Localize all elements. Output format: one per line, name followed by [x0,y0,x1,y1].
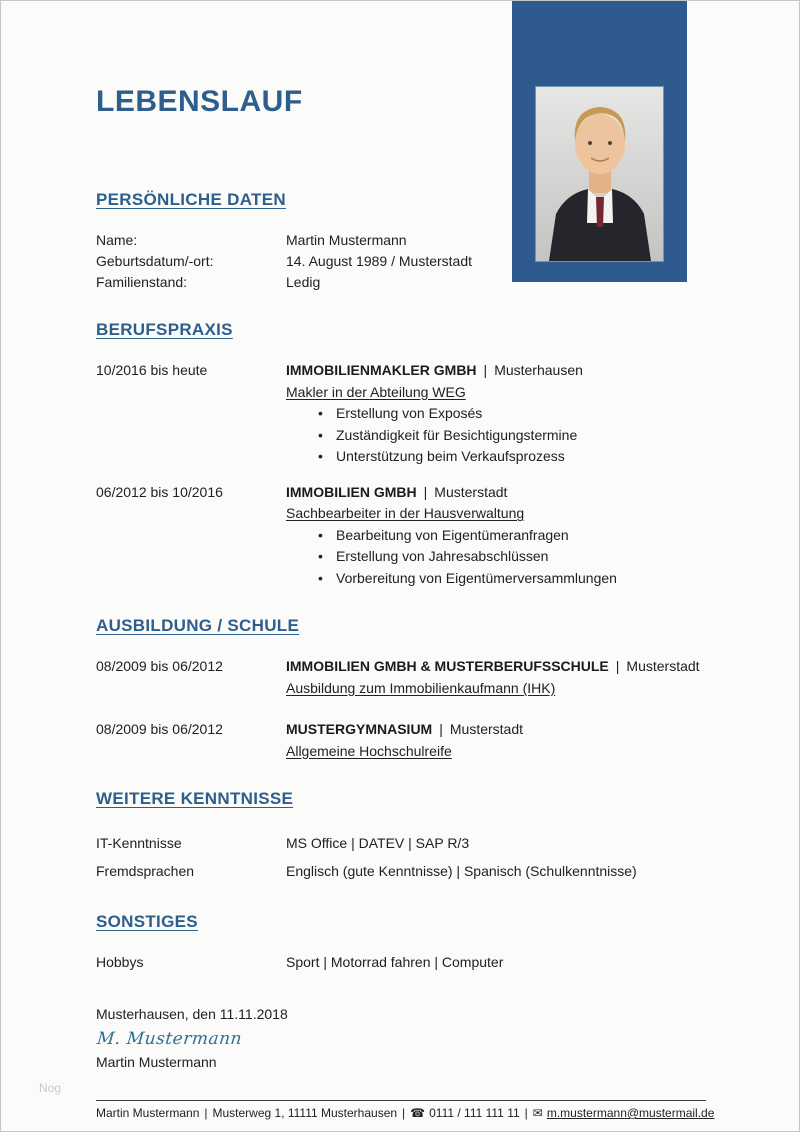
skills-value: MS Office | DATEV | SAP R/3 [286,835,470,851]
entry-period: 08/2009 bis 06/2012 [96,721,223,737]
entry-role: Makler in der Abteilung WEG [286,383,466,400]
misc-table [96,952,706,973]
signed-name: Martin Mustermann [96,1054,217,1070]
misc-value: Sport | Motorrad fahren | Computer [286,954,504,970]
pipe-separator: | [615,658,620,674]
closing-block [96,1006,706,1070]
section-heading-misc: SONSTIGES [96,912,198,931]
bullet-item: • Erstellung von Exposés [318,403,706,425]
task-list [318,525,706,590]
entry-role: Ausbildung zum Immobilienkaufmann (IHK) [286,679,556,696]
personal-label: Geburtsdatum/-ort: [96,253,214,269]
entry-role: Sachbearbeiter in der Hausverwaltung [286,505,525,521]
company-location: Musterhausen [494,362,583,378]
bullet-item: • Zuständigkeit für Besichtigungstermine [318,425,706,447]
footer-phone: 0111 / 111 111 11 [429,1106,520,1120]
email-icon: ✉ [532,1106,543,1120]
skills-label: Fremdsprachen [96,863,195,879]
personal-data-table [96,230,706,293]
entry-body [286,719,706,762]
section-heading-skills: WEITERE KENNTNISSE [96,789,294,808]
experience-entry [96,360,706,468]
signature: M. Mustermann [96,1029,244,1049]
entry-role: Allgemeine Hochschulreife [286,742,452,759]
education-entry [96,719,706,762]
personal-value: 14. August 1989 / Musterstadt [286,253,473,269]
footer [96,1100,715,1120]
phone-icon: ☎ [410,1106,426,1120]
experience-entries [96,360,706,589]
company-location: Musterstadt [626,658,700,674]
footer-name: Martin Mustermann [96,1106,200,1120]
bullet-item: • Erstellung von Jahresabschlüssen [318,546,706,568]
personal-label: Name: [96,232,138,248]
pipe-separator: | [524,1106,528,1120]
skills-table [96,829,706,885]
bullet-item: • Vorbereitung von Eigentümerversammlungen [318,568,706,590]
place-date: Musterhausen, den 11.11.2018 [96,1006,288,1022]
education-entries [96,656,706,762]
company-name: IMMOBILIEN GMBH & MUSTERBERUFSSCHULE [286,658,609,674]
company-line [286,656,706,678]
entry-body [286,656,706,699]
company-name: IMMOBILIENMAKLER GMBH [286,362,477,378]
section-heading-education: AUSBILDUNG / SCHULE [96,616,300,635]
company-line [286,360,706,382]
bullet-item: • Bearbeitung von Eigentümeranfragen [318,525,706,547]
section-heading-experience: BERUFSPRAXIS [96,320,233,339]
misc-label: Hobbys [96,954,144,970]
page-title: LEBENSLAUF [96,85,303,118]
entry-period: 10/2016 bis heute [96,362,208,378]
footer-address: Musterweg 1, 11111 Musterhausen [212,1106,398,1120]
entry-body [286,482,706,590]
company-line [286,719,706,741]
company-name: MUSTERGYMNASIUM [286,721,433,737]
company-name: IMMOBILIEN GMBH [286,483,417,500]
pipe-separator: | [423,483,428,500]
entry-period: 06/2012 bis 10/2016 [96,483,223,500]
experience-entry [96,482,706,590]
entry-period: 08/2009 bis 06/2012 [96,658,223,674]
company-location: Musterstadt [434,483,508,500]
company-location: Musterstadt [449,721,524,737]
section-heading-personal: PERSÖNLICHE DATEN [96,190,286,209]
personal-value: Ledig [286,274,321,290]
footer-email: m.mustermann@mustermail.de [546,1106,715,1120]
pipe-separator: | [402,1106,406,1120]
skills-value: Englisch (gute Kenntnisse) | Spanisch (Schulkenntnisse) [286,863,637,879]
bullet-item: • Unterstützung beim Verkaufsprozess [318,446,706,468]
education-entry [96,656,706,699]
company-line [286,482,706,504]
pipe-separator: | [204,1106,208,1120]
skills-label: IT-Kenntnisse [96,835,182,851]
pipe-separator: | [439,721,443,737]
personal-value: Martin Mustermann [286,232,407,248]
personal-label: Familienstand: [96,274,188,290]
watermark: Nog [39,1081,62,1095]
entry-body [286,360,706,468]
task-list [318,403,706,468]
cv-content [96,1,706,1070]
pipe-separator: | [483,362,488,378]
